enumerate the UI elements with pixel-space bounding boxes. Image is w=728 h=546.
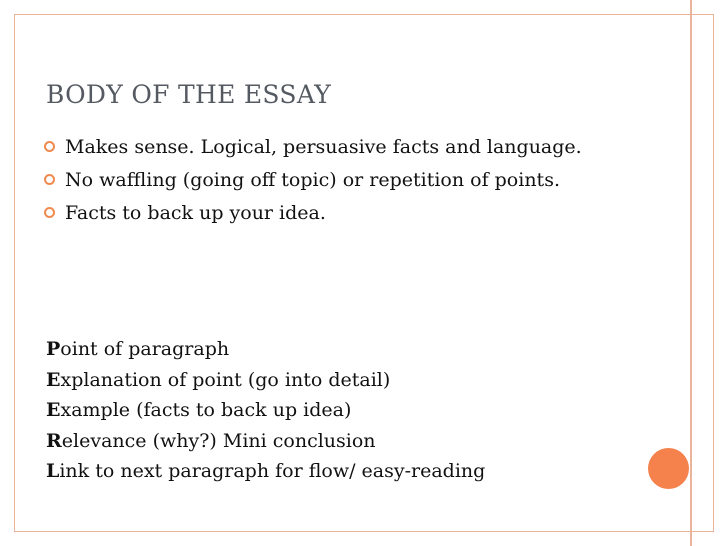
bullet-icon — [44, 207, 55, 218]
peel-item-relevance — [46, 426, 626, 457]
peel-text: xample (facts to back up idea) — [60, 399, 352, 421]
bullet-item — [44, 134, 604, 161]
slide-vertical-rule — [690, 0, 692, 546]
bullet-list — [44, 134, 604, 233]
peel-list — [46, 334, 626, 487]
bullet-text: Makes sense. Logical, persuasive facts and language. — [65, 136, 582, 158]
peel-item-link — [46, 456, 626, 487]
peel-initial: L — [46, 460, 60, 482]
peel-initial: E — [46, 368, 61, 391]
peel-text: oint of paragraph — [60, 338, 230, 360]
bullet-icon — [44, 174, 55, 185]
bullet-icon — [44, 141, 55, 152]
bullet-item — [44, 167, 604, 194]
peel-item-example — [46, 395, 626, 426]
peel-text: elevance (why?) Mini conclusion — [61, 429, 376, 452]
peel-text: xplanation of point (go into detail) — [60, 368, 391, 391]
peel-text: ink to next paragraph for flow/ easy-reading — [59, 460, 486, 482]
decorative-circle-icon — [648, 448, 689, 489]
peel-initial: R — [46, 429, 62, 452]
bullet-item — [44, 200, 604, 227]
peel-initial: E — [46, 399, 61, 421]
slide-title: BODY OF THE ESSAY — [46, 80, 331, 109]
bullet-text: Facts to back up your idea. — [65, 202, 326, 224]
peel-initial: P — [46, 338, 61, 360]
bullet-text: No waffling (going off topic) or repetition of points. — [65, 169, 560, 191]
peel-item-explanation — [46, 365, 626, 396]
peel-item-point — [46, 334, 626, 365]
